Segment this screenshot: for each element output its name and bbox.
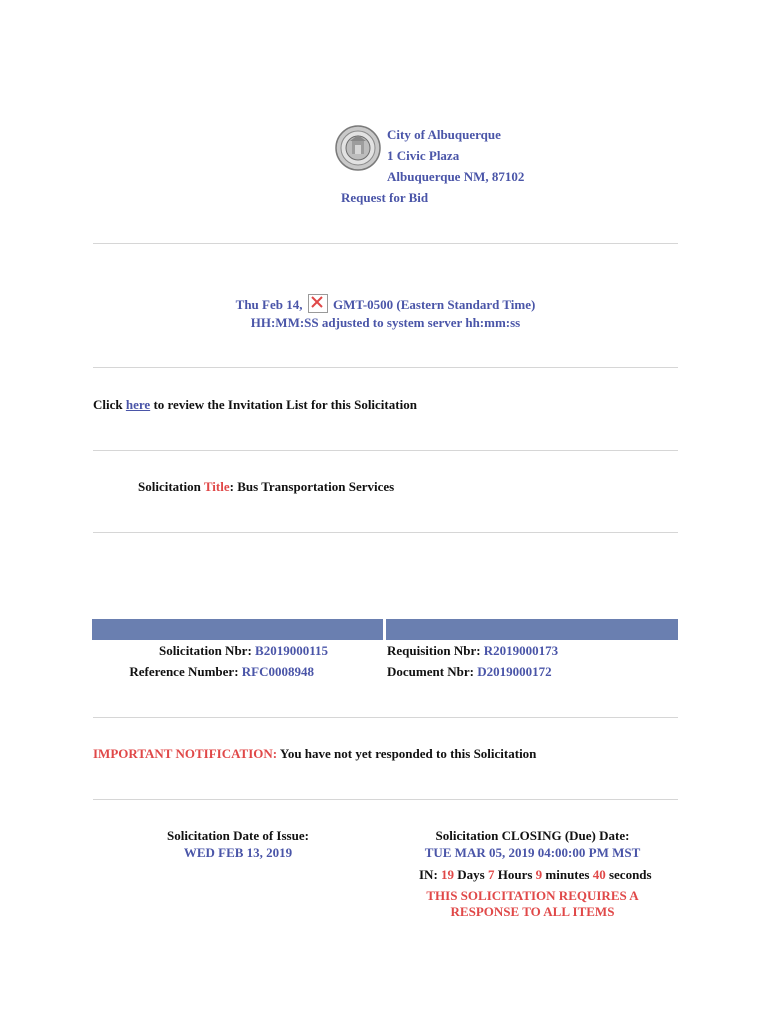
notification-row [93,746,536,762]
divider [93,450,678,451]
solicitation-title-row [138,479,394,495]
requirement-line-2: RESPONSE TO ALL ITEMS [450,904,615,919]
table-header-right [386,619,678,640]
invitation-prefix: Click [93,397,123,412]
table-header-left [92,619,383,640]
reference-number-value: RFC0008948 [241,664,314,679]
invitation-list-link[interactable]: here [125,397,151,412]
requirement-line-1: THIS SOLICITATION REQUIRES A [426,888,639,903]
doc-type: Request for Bid [341,190,429,205]
solicitation-nbr-label: Solicitation Nbr: [158,643,252,658]
divider [93,243,678,244]
countdown-days: 19 [441,867,455,882]
invitation-line [93,397,417,413]
requisition-nbr-label: Requisition Nbr: [387,643,481,658]
timezone-text: GMT-0500 (Eastern Standard Time) [332,297,536,312]
invitation-suffix: to review the Invitation List for this Solicitation [153,397,417,412]
countdown-hours: 7 [487,867,495,882]
org-name: City of Albuquerque [387,127,501,142]
notification-label: IMPORTANT NOTIFICATION: [93,746,278,761]
address-line-1: 1 Civic Plaza [387,148,460,163]
solicitation-title-value: Bus Transportation Services [237,479,395,494]
document-nbr-row [387,664,552,680]
issue-date-label: Solicitation Date of Issue: [167,828,309,843]
time-note: HH:MM:SS adjusted to system server hh:mm:ss [250,315,521,330]
time-line [93,294,678,314]
countdown-minutes-label: minutes [545,867,590,882]
broken-image-icon [308,294,328,313]
notification-text: You have not yet responded to this Solicitation [279,746,537,761]
countdown-minutes: 9 [535,867,543,882]
divider [93,532,678,533]
title-sep: : [229,479,234,494]
countdown-seconds-label: seconds [608,867,652,882]
divider [93,717,678,718]
title-label-a: Solicitation [138,479,201,494]
countdown-row [419,867,652,883]
closing-date-value: TUE MAR 05, 2019 04:00:00 PM MST [424,845,641,860]
closing-date-label: Solicitation CLOSING (Due) Date: [435,828,630,843]
reference-number-row [93,664,314,680]
issue-date-value: WED FEB 13, 2019 [183,845,293,860]
divider [93,367,678,368]
document-nbr-value: D2019000172 [477,664,552,679]
countdown-seconds: 40 [592,867,606,882]
reference-number-label: Reference Number: [129,664,239,679]
solicitation-nbr-row [93,643,328,659]
document-nbr-label: Document Nbr: [387,664,475,679]
title-label-b: Title [203,479,230,494]
date-prefix: Thu Feb 14, [235,297,303,312]
countdown-in-label: IN: [419,867,438,882]
address-line-2: Albuquerque NM, 87102 [387,169,525,184]
countdown-hours-label: Hours [497,867,533,882]
solicitation-nbr-value: B2019000115 [255,643,328,658]
divider [93,799,678,800]
city-seal-icon [335,125,381,171]
requisition-nbr-row [387,643,558,659]
requisition-nbr-value: R2019000173 [483,643,559,658]
countdown-days-label: Days [457,867,485,882]
